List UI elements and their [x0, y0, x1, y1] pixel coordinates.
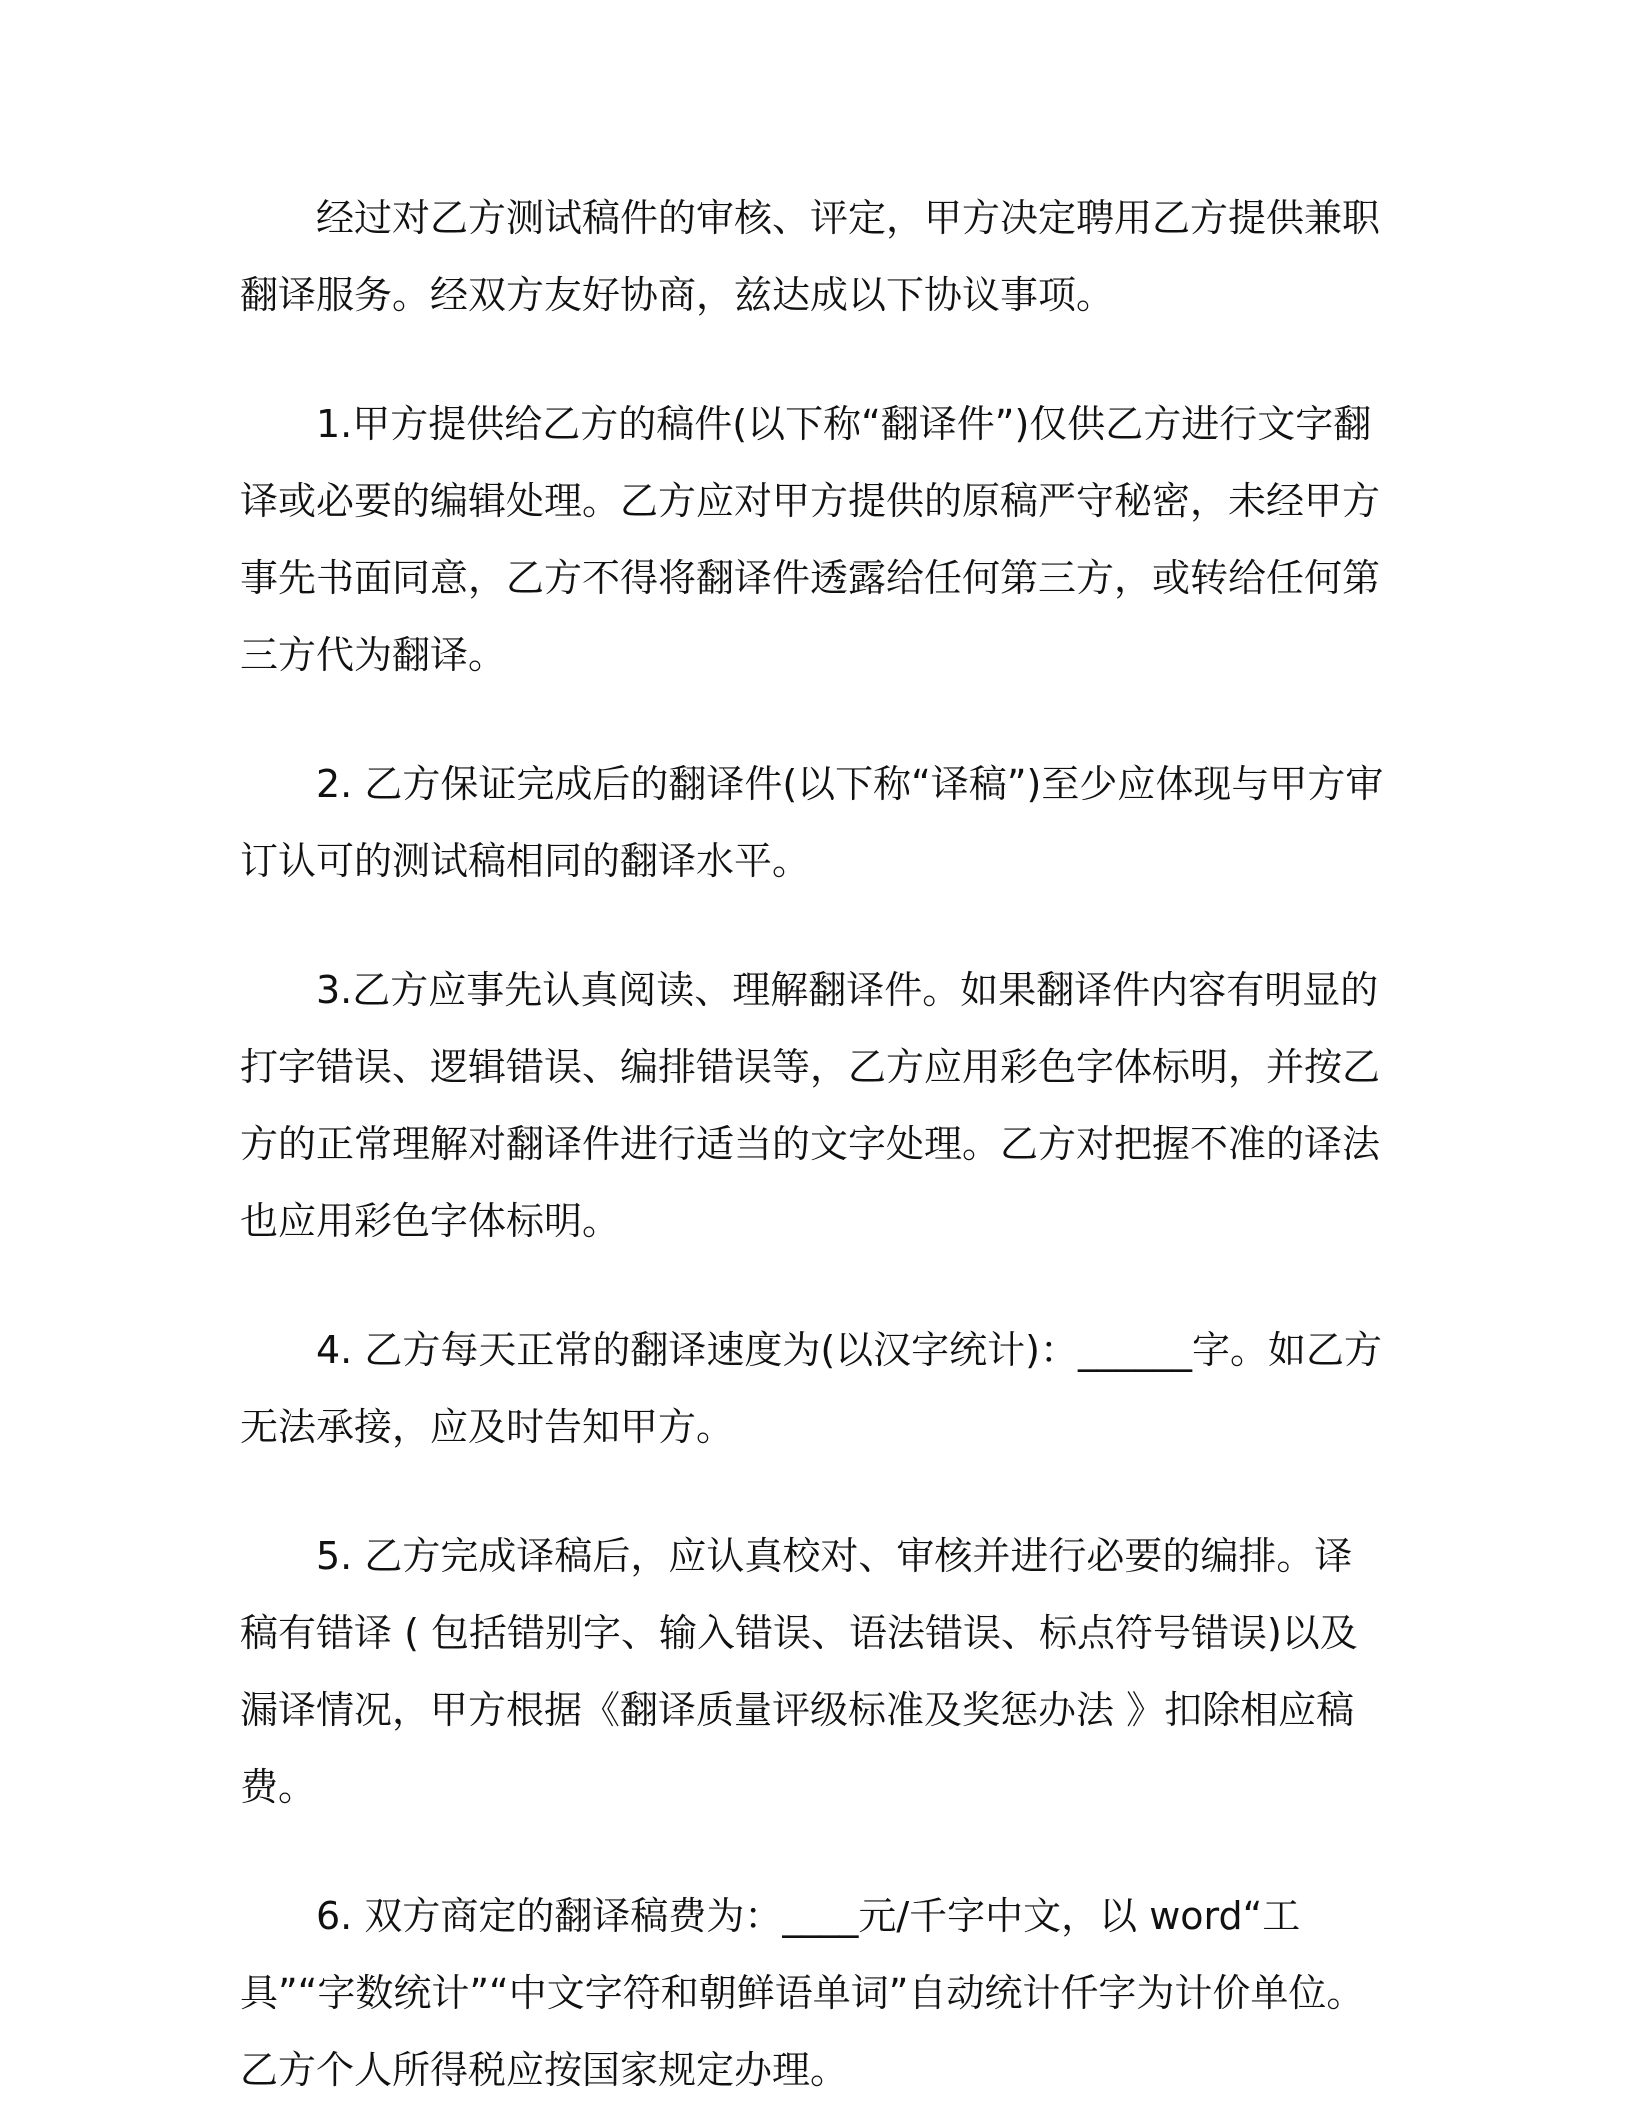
paragraph-clause-4: 4. 乙方每天正常的翻译速度为(以汉字统计)：______字。如乙方无法承接，应及时告知甲方。: [240, 1328, 1382, 1449]
paragraph-intro: 经过对乙方测试稿件的审核、评定，甲方决定聘用乙方提供兼职翻译服务。经双方友好协商，兹达成以下协议事项。: [240, 196, 1381, 317]
document-body: [240, 180, 1388, 2109]
paragraph-clause-3: 3.乙方应事先认真阅读、理解翻译件。如果翻译件内容有明显的打字错误、逻辑错误、编排错误等，乙方应用彩色字体标明，并按乙方的正常理解对翻译件进行适当的文字处理。乙方对把握不准的译法也应用彩色字体标明。: [240, 968, 1381, 1243]
paragraph-clause-6: 6. 双方商定的翻译稿费为：____元/千字中文，以 word“工具”“字数统计”“中文字符和朝鲜语单词”自动统计仟字为计价单位。乙方个人所得税应按国家规定办理。: [240, 1894, 1365, 2092]
paragraph-clause-2: 2. 乙方保证完成后的翻译件(以下称“译稿”)至少应体现与甲方审订认可的测试稿相同的翻译水平。: [240, 762, 1384, 883]
paragraph-clause-5: 5. 乙方完成译稿后，应认真校对、审核并进行必要的编排。译稿有错译 ( 包括错别字、输入错误、语法错误、标点符号错误)以及漏译情况，甲方根据《翻译质量评级标准及奖惩办法 》扣除相应稿费。: [240, 1534, 1358, 1809]
paragraph-clause-1: 1.甲方提供给乙方的稿件(以下称“翻译件”)仅供乙方进行文字翻译或必要的编辑处理。乙方应对甲方提供的原稿严守秘密，未经甲方事先书面同意，乙方不得将翻译件透露给任何第三方，或转给任何第三方代为翻译。: [240, 402, 1381, 677]
